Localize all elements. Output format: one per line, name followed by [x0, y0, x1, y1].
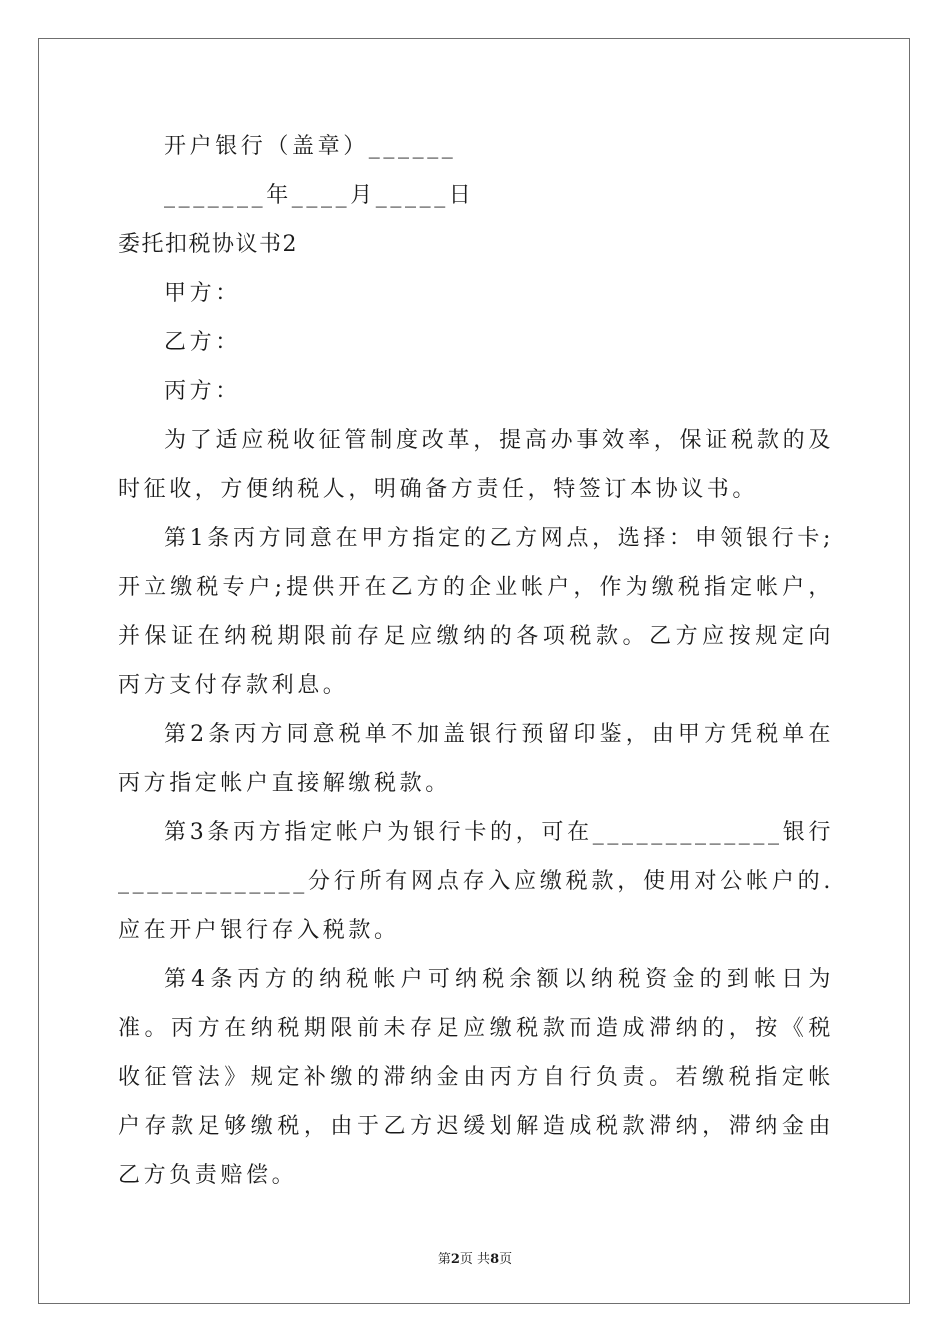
document-body: [118, 122, 834, 1200]
footer-prefix: 第: [437, 1252, 451, 1267]
article-2: 第2条丙方同意税单不加盖银行预留印鉴，由甲方凭税单在丙方指定帐户直接解缴税款。: [118, 722, 834, 796]
date-line: _______年____月_____日: [164, 183, 475, 208]
party-b-line: 乙方：: [164, 330, 241, 355]
bank-seal-line: 开户银行（盖章）______: [164, 134, 457, 159]
document-title: 委托扣税协议书2: [118, 232, 298, 257]
article-4: 第4条丙方的纳税帐户可纳税余额以纳税资金的到帐日为准。丙方在纳税期限前未存足应缴税款而造成滞纳的，按《税收征管法》规定补缴的滞纳金由丙方自行负责。若缴税指定帐户存款足够缴税，由于乙方迟缓划解造成税款滞纳，滞纳金由乙方负责赔偿。: [118, 967, 834, 1188]
intro-paragraph: 为了适应税收征管制度改革，提高办事效率，保证税款的及时征收，方便纳税人，明确备方责任，特签订本协议书。: [118, 428, 834, 502]
page-footer: [0, 1248, 950, 1267]
article-3: 第3条丙方指定帐户为银行卡的，可在_____________银行_____________分行所有网点存入应缴税款，使用对公帐户的.应在开户银行存入税款。: [118, 820, 834, 943]
party-c-line: 丙方：: [164, 379, 241, 404]
current-page-number: 2: [450, 1252, 460, 1267]
party-a-line: 甲方：: [164, 281, 241, 306]
total-pages-number: 8: [490, 1252, 500, 1267]
footer-suffix: 页: [499, 1252, 513, 1267]
footer-mid: 页 共: [459, 1252, 491, 1267]
article-1: 第1条丙方同意在甲方指定的乙方网点，选择：申领银行卡;开立缴税专户;提供开在乙方的企业帐户，作为缴税指定帐户，并保证在纳税期限前存足应缴纳的各项税款。乙方应按规定向丙方支付存款利息。: [118, 526, 834, 698]
